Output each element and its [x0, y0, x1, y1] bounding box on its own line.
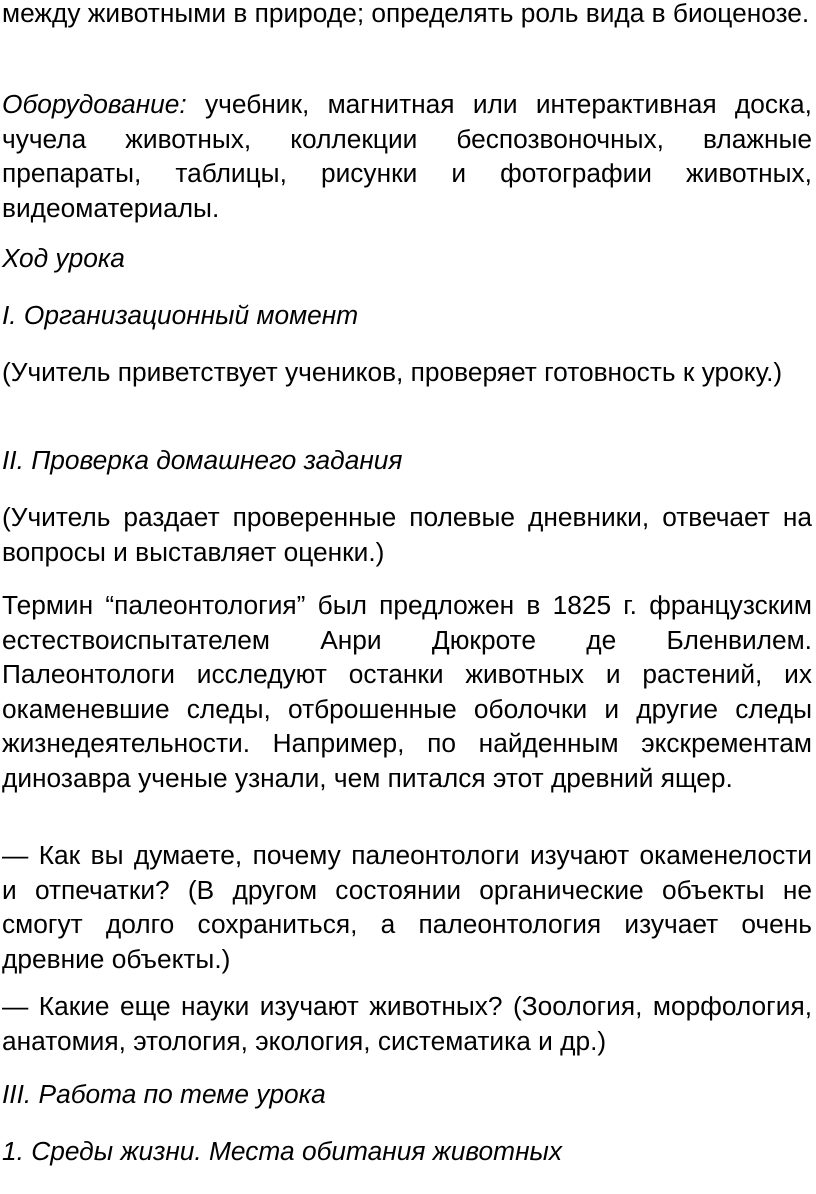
heading-lesson-topic-work: III. Работа по теме урока — [2, 1079, 326, 1109]
equipment-list: учебник, магнитная или интерактивная доска, чучела животных, коллекции беспозвоночных, влажные препараты, таблицы, рисунки и фотографии животных, видеоматериалы. — [2, 89, 812, 223]
paragraph-goals-end: между животными в природе; определять роль вида в биоценозе. — [2, 0, 810, 28]
paragraph-paleontology: Термин “палеонтология” был предложен в 1825 г. французским естествоиспытателем Анри Дюкроте де Бленвилем. Палеонтологи исследуют останки животных и растений, их окаменевшие следы, отброшенные оболочки и другие следы жизнедеятельности. Например, по найденным экскрементам динозавра ученые узнали, чем питался этот древний ящер. — [2, 590, 812, 793]
equipment-label: Оборудование: — [2, 89, 187, 119]
paragraph-homework: (Учитель раздает проверенные полевые дневники, отвечает на вопросы и выставляет оценки.) — [2, 502, 812, 567]
heading-habitats: 1. Среды жизни. Места обитания животных — [2, 1136, 563, 1166]
paragraph-greeting: (Учитель приветствует учеников, проверяет готовность к уроку.) — [2, 357, 783, 387]
heading-lesson-flow: Ход урока — [2, 243, 125, 273]
paragraph-question-sciences: — Какие еще науки изучают животных? (Зоология, морфология, анатомия, этология, экология, систематика и др.) — [2, 991, 812, 1056]
paragraph-equipment — [2, 87, 812, 225]
paragraph-question-fossils: — Как вы думаете, почему палеонтологи изучают окаменелости и отпечатки? (В другом состоянии органические объекты не смогут долго сохраниться, а палеонтология изучает очень древние объекты.) — [2, 840, 812, 974]
heading-homework-check: II. Проверка домашнего задания — [2, 445, 403, 475]
heading-organizational-moment: I. Организационный момент — [2, 300, 359, 330]
